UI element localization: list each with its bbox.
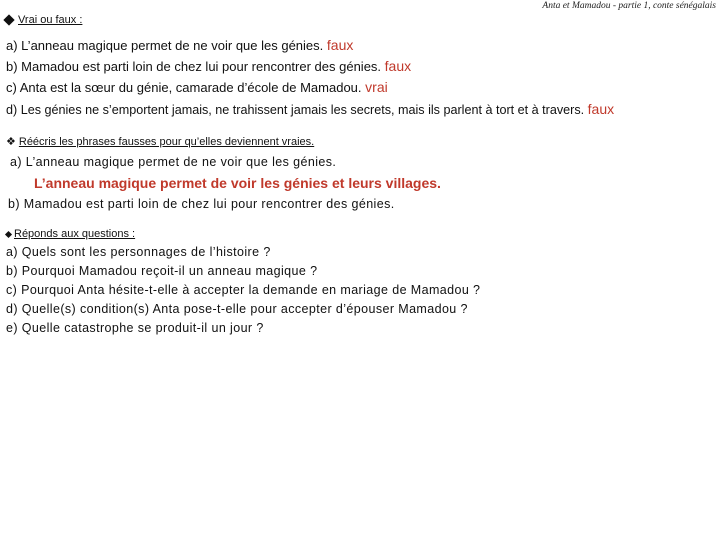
item-text: c) Anta est la sœur du génie, camarade d’école de Mamadou. xyxy=(6,80,362,95)
correction-a: L’anneau magique permet de voir les génies et leurs villages. xyxy=(34,175,441,191)
vrai-faux-item-d xyxy=(6,101,614,117)
section-title-label: Réponds aux questions : xyxy=(14,228,136,240)
section-vrai-faux-title xyxy=(2,14,82,26)
question-b: b) Pourquoi Mamadou reçoit-il un anneau magique ? xyxy=(6,264,318,278)
diamond-bullet-icon xyxy=(5,230,12,237)
item-text: b) Mamadou est parti loin de chez lui pour rencontrer des génies. xyxy=(6,59,382,74)
item-answer: faux xyxy=(587,101,615,117)
vrai-faux-item-a xyxy=(6,37,353,53)
question-d: d) Quelle(s) condition(s) Anta pose-t-elle pour accepter d’épouser Mamadou ? xyxy=(6,302,468,316)
section-title-label: Vrai ou faux : xyxy=(18,14,83,26)
section-questions-title xyxy=(4,228,135,240)
sentence-b: b) Mamadou est parti loin de chez lui pour rencontrer des génies. xyxy=(8,197,395,211)
item-text: a) L’anneau magique permet de ne voir que les génies. xyxy=(6,38,324,53)
diamond-bullet-icon xyxy=(3,14,14,25)
question-a: a) Quels sont les personnages de l’histoire ? xyxy=(6,245,271,259)
question-e: e) Quelle catastrophe se produit-il un jour ? xyxy=(6,321,264,335)
section-reecris-title xyxy=(6,136,314,148)
vrai-faux-item-c xyxy=(6,79,388,95)
section-title-label: Réécris les phrases fausses pour qu’elles deviennent vraies. xyxy=(18,136,315,148)
question-c: c) Pourquoi Anta hésite-t-elle à accepter la demande en mariage de Mamadou ? xyxy=(6,283,481,297)
four-diamond-bullet-icon: ❖ xyxy=(6,135,16,148)
sentence-a: a) L’anneau magique permet de ne voir que les génies. xyxy=(10,155,337,169)
item-answer: faux xyxy=(384,58,412,74)
item-answer: faux xyxy=(326,37,354,53)
item-answer: vrai xyxy=(365,79,388,95)
page-header: Anta et Mamadou - partie 1, conte sénégalais xyxy=(542,1,716,11)
item-text: d) Les génies ne s’emportent jamais, ne trahissent jamais les secrets, mais ils parlent à tort et à travers. xyxy=(6,103,585,117)
vrai-faux-item-b xyxy=(6,58,411,74)
